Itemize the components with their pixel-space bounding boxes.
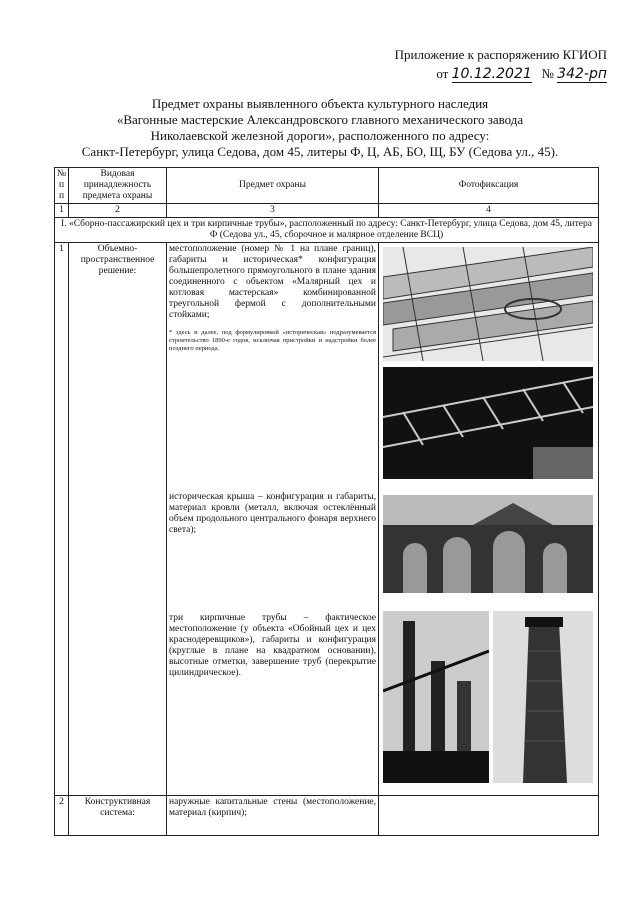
document-title: [30, 96, 610, 160]
subject-paragraph-location: местоположение (номер № 1 на плане границ), габариты и историческая* конфигурация большепролетного прямоугольного в плане здания соединенного с объектом «Малярный цех и котловая мастерская» комбинированной треугольной фермой с дополнительными стойками;: [169, 244, 376, 320]
title-line-4: Санкт-Петербург, улица Седова, дом 45, литеры Ф, Ц, АБ, БО, Щ, БУ (Седова ул., 45).: [81, 144, 559, 159]
row-photos: [379, 796, 599, 836]
column-number-row: [55, 204, 599, 218]
order-date-number: [436, 66, 607, 83]
header-subject: Предмет охраны: [167, 168, 379, 204]
row-photos: [379, 243, 599, 796]
table-row: [55, 796, 599, 836]
col-number: 4: [379, 204, 599, 218]
col-number: 1: [55, 204, 69, 218]
row-subject: наружные капитальные стены (местоположение, материал (кирпич);: [167, 796, 379, 836]
subject-paragraph-roof: историческая крыша – конфигурация и габариты, материал кровли (металл, включая остеклённый объем продольного центрального фонаря верхнего света);: [169, 492, 376, 535]
protection-table: [54, 167, 599, 836]
row-number: 2: [55, 796, 69, 836]
section-title: I. «Сборно-пассажирский цех и три кирпичные трубы», расположенный по адресу: Санкт-Петербург, улица Седова, дом 45, литера Ф (Седова ул., 45, сборочное и малярное отделение ВСЦ): [55, 218, 599, 243]
title-line-3: Николаевской железной дороги», расположенного по адресу:: [150, 128, 490, 143]
col-number: 3: [167, 204, 379, 218]
row-type: Конструктивная система:: [69, 796, 167, 836]
appendix-label: Приложение к распоряжению КГИОП: [394, 47, 607, 62]
table-header-row: [55, 168, 599, 204]
chimneys-photo-left: [383, 611, 489, 783]
header-type: Видовая принадлежность предмета охраны: [69, 168, 167, 204]
handwritten-date: 10.12.2021: [451, 66, 532, 82]
footnote: * здесь и далее, под формулировкой «историческая» подразумевается строительство 1890-е годов, исключая пристройки и надстройки более позднего периода.: [169, 329, 376, 352]
header-num: № п п: [55, 168, 69, 204]
title-line-1: Предмет охраны выявленного объекта культурного наследия: [151, 96, 489, 111]
number-prefix: №: [541, 66, 554, 81]
title-line-2: «Вагонные мастерские Александровского главного механического завода: [116, 112, 524, 127]
facade-photo: [383, 495, 593, 593]
date-prefix: от: [436, 66, 449, 81]
header-photo: Фотофиксация: [379, 168, 599, 204]
section-row: [55, 218, 599, 243]
roof-truss-photo: [383, 367, 593, 479]
row-number: 1: [55, 243, 69, 796]
col-number: 2: [69, 204, 167, 218]
handwritten-number: 342-рп: [557, 66, 607, 82]
table-row: [55, 243, 599, 796]
chimney-photo-right: [493, 611, 593, 783]
site-plan-image: [383, 247, 593, 361]
subject-paragraph-chimneys: три кирпичные трубы – фактическое местоположение (у объекта «Обойный цех и цех краснодеревщиков»), габариты и конфигурация (круглые в плане на квадратном основании), высотные отметки, завершение труб (перекрытие цилиндрическое).: [169, 613, 376, 678]
row-type: Объемно-пространственное решение:: [69, 243, 167, 796]
row-subject: [167, 243, 379, 796]
